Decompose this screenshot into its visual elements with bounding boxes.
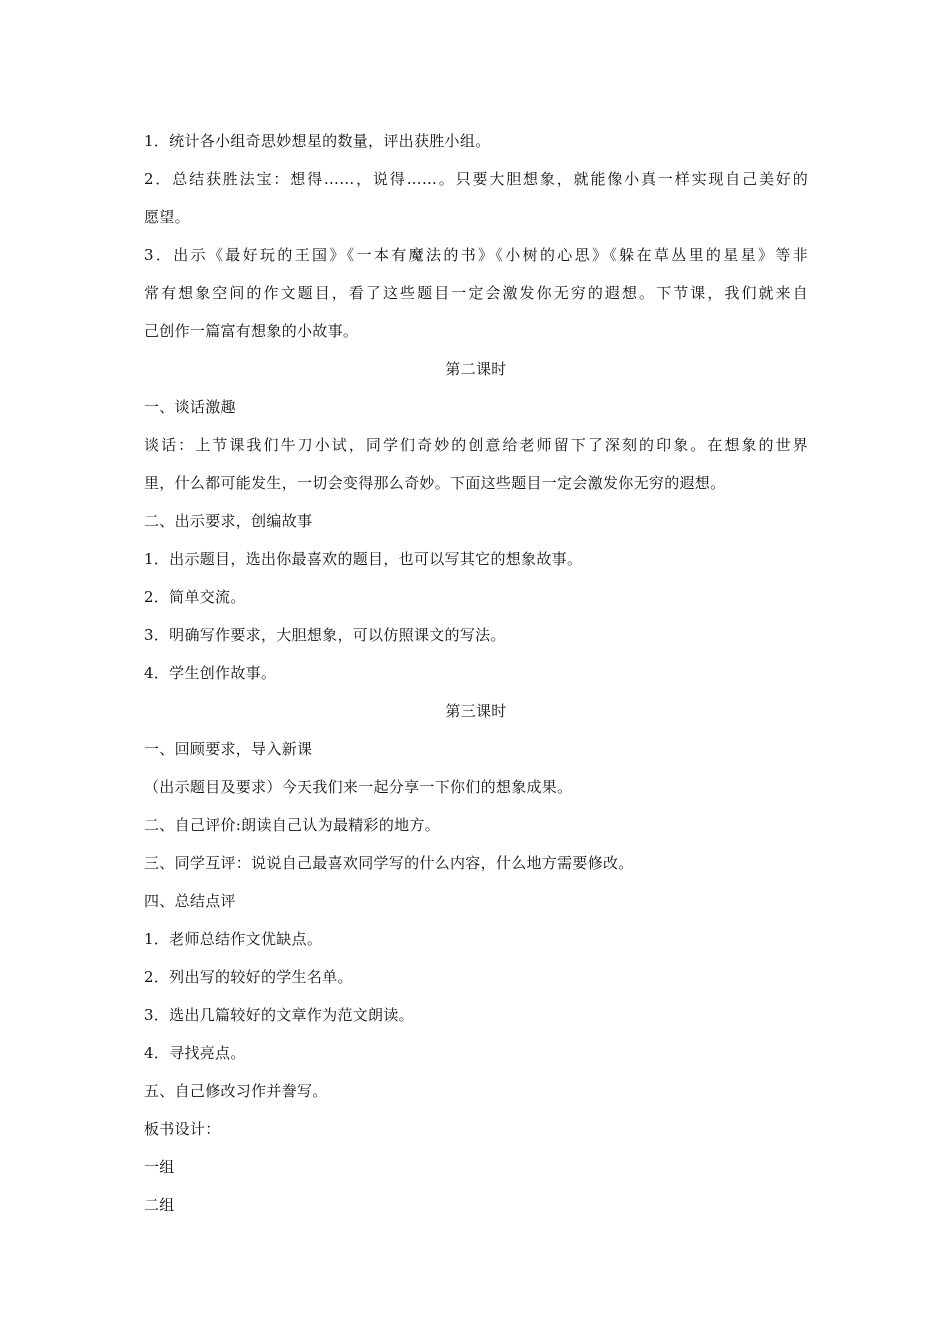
list-item: 3．选出几篇较好的文章作为范文朗读。 bbox=[144, 1006, 414, 1024]
section-heading: 三、同学互评：说说自己最喜欢同学写的什么内容，什么地方需要修改。 bbox=[144, 854, 634, 872]
list-item: 3．明确写作要求，大胆想象，可以仿照课文的写法。 bbox=[144, 626, 506, 644]
step-3-topics-line-1: 3．出示《最好玩的王国》《一本有魔法的书》《小树的心思》《躲在草丛里的星星》等非 bbox=[144, 246, 808, 264]
step-2-summary-line-2: 愿望。 bbox=[144, 208, 190, 226]
list-item: 4．学生创作故事。 bbox=[144, 664, 277, 682]
list-item: 2．简单交流。 bbox=[144, 588, 246, 606]
step-3-topics-line-2: 常有想象空间的作文题目，看了这些题目一定会激发你无穷的遐想。下节课，我们就来自 bbox=[144, 284, 808, 302]
lesson-2-heading: 第二课时 bbox=[445, 360, 507, 378]
step-2-summary-line-1: 2．总结获胜法宝：想得……，说得……。只要大胆想象，就能像小真一样实现自己美好的 bbox=[144, 170, 808, 188]
list-item: 2．列出写的较好的学生名单。 bbox=[144, 968, 353, 986]
paragraph-line: 谈话：上节课我们牛刀小试，同学们奇妙的创意给老师留下了深刻的印象。在想象的世界 bbox=[144, 436, 808, 454]
section-heading: 二、自己评价:朗读自己认为最精彩的地方。 bbox=[144, 816, 441, 834]
list-item: 4．寻找亮点。 bbox=[144, 1044, 246, 1062]
section-heading: 四、总结点评 bbox=[144, 892, 236, 910]
section-heading: 二、出示要求，创编故事 bbox=[144, 512, 313, 530]
list-item: 1．出示题目，选出你最喜欢的题目，也可以写其它的想象故事。 bbox=[144, 550, 583, 568]
blackboard-design-label: 板书设计： bbox=[144, 1120, 221, 1138]
group-label: 二组 bbox=[144, 1196, 175, 1214]
step-3-topics-line-3: 己创作一篇富有想象的小故事。 bbox=[144, 322, 359, 340]
list-item: 1．老师总结作文优缺点。 bbox=[144, 930, 323, 948]
section-heading: 五、自己修改习作并誊写。 bbox=[144, 1082, 328, 1100]
section-heading: 一、回顾要求，导入新课 bbox=[144, 740, 313, 758]
paragraph-line: 里，什么都可能发生，一切会变得那么奇妙。下面这些题目一定会激发你无穷的遐想。 bbox=[144, 474, 726, 492]
step-1-count-stars: 1．统计各小组奇思妙想星的数量，评出获胜小组。 bbox=[144, 132, 491, 150]
group-label: 一组 bbox=[144, 1158, 175, 1176]
document-body bbox=[144, 122, 808, 1224]
lesson-3-heading: 第三课时 bbox=[445, 702, 507, 720]
section-heading: 一、谈话激趣 bbox=[144, 398, 236, 416]
paragraph-line: （出示题目及要求）今天我们来一起分享一下你们的想象成果。 bbox=[144, 778, 573, 796]
